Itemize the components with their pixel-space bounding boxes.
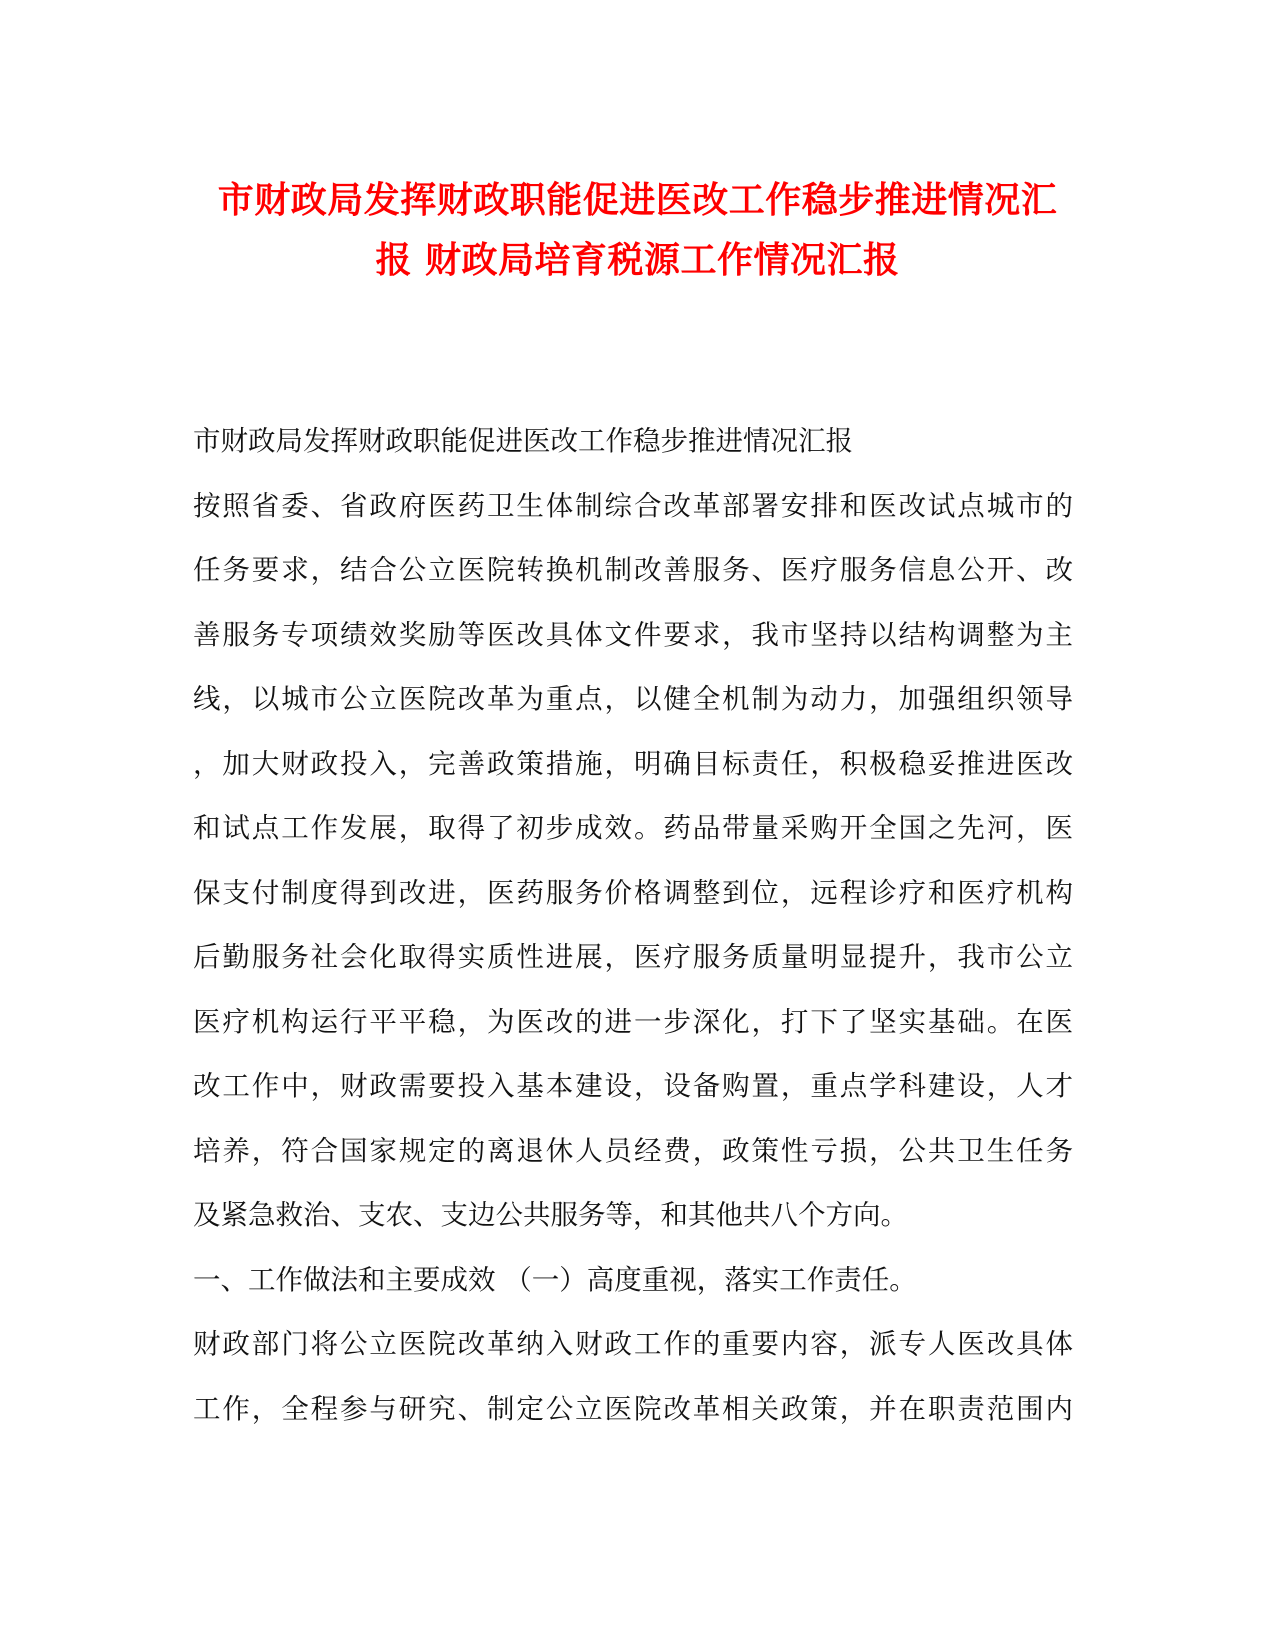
document-title [190,170,1085,290]
body-paragraph-line: 保支付制度得到改进，医药服务价格调整到位，远程诊疗和医疗机构 [193,876,1073,909]
body-paragraph-line: ，加大财政投入，完善政策措施，明确目标责任，积极稳妥推进医改 [193,747,1073,780]
body-paragraph-line: 及紧急救治、支农、支边公共服务等，和其他共八个方向。 [193,1199,908,1231]
body-paragraph-line: 按照省委、省政府医药卫生体制综合改革部署安排和医改试点城市的 [193,489,1073,522]
title-line: 报 财政局培育税源工作情况汇报 [375,239,900,281]
body-paragraph-line: 财政部门将公立医院改革纳入财政工作的重要内容，派专人医改具体 [193,1328,1073,1360]
body-paragraph-line: 任务要求，结合公立医院转换机制改善服务、医疗服务信息公开、改 [193,554,1073,586]
body-paragraph-line: 善服务专项绩效奖励等医改具体文件要求，我市坚持以结构调整为主 [193,618,1073,651]
section-heading-line: 一、工作做法和主要成效 （一）高度重视，落实工作责任。 [193,1263,917,1296]
document-body [193,409,1073,1441]
body-paragraph-line: 改工作中，财政需要投入基本建设，设备购置，重点学科建设，人才 [193,1070,1073,1102]
body-paragraph-line: 培养，符合国家规定的离退休人员经费，政策性亏损，公共卫生任务 [193,1134,1073,1167]
body-subtitle-line: 市财政局发挥财政职能促进医改工作稳步推进情况汇报 [193,425,853,457]
title-line: 市财政局发挥财政职能促进医改工作稳步推进情况汇 [217,179,1058,221]
body-paragraph-line: 和试点工作发展，取得了初步成效。药品带量采购开全国之先河，医 [193,812,1073,844]
body-paragraph-line: 医疗机构运行平平稳，为医改的进一步深化，打下了坚实基础。在医 [193,1005,1073,1038]
body-paragraph-line: 后勤服务社会化取得实质性进展，医疗服务质量明显提升，我市公立 [193,941,1073,973]
body-paragraph-line: 工作，全程参与研究、制定公立医院改革相关政策，并在职责范围内 [193,1392,1073,1425]
body-paragraph-line: 线，以城市公立医院改革为重点，以健全机制为动力，加强组织领导 [193,683,1073,715]
